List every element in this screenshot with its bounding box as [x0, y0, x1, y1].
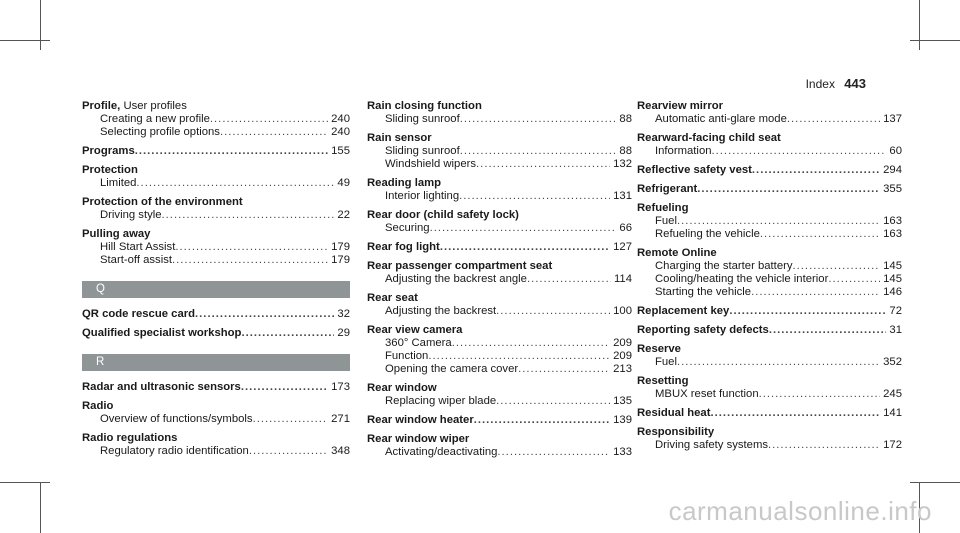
- index-entry: [82, 400, 350, 426]
- entry-title: Qualified specialist workshop: [82, 327, 242, 339]
- entry-title-suffix: User profiles: [123, 100, 187, 112]
- sub-entry-text: Hill Start Assist: [100, 241, 176, 253]
- page-ref: 29: [337, 327, 350, 339]
- index-entry-row[interactable]: [637, 183, 902, 196]
- index-entry-row[interactable]: [82, 327, 350, 340]
- leader-dots: [697, 183, 880, 196]
- leader-dots: [135, 145, 328, 158]
- sub-entry-text: Charging the starter battery: [655, 260, 793, 272]
- sub-entry-row[interactable]: [637, 439, 902, 452]
- index-entry: [637, 183, 902, 196]
- page-ref: 137: [883, 113, 902, 125]
- sub-entry-text: Replacing wiper blade: [385, 395, 497, 407]
- index-entry: [82, 228, 350, 267]
- sub-entry-text: Function: [385, 350, 429, 362]
- leader-dots: [430, 222, 617, 235]
- sub-entry-text: Adjusting the backrest angle: [385, 273, 527, 285]
- group-r: [82, 381, 350, 458]
- entry-title-text: Protection of the environment: [82, 196, 243, 208]
- sub-entry-text: Sliding sunroof: [385, 145, 460, 157]
- page-ref: 127: [613, 241, 632, 253]
- page-ref: 88: [619, 145, 632, 157]
- page-ref: 209: [613, 350, 632, 362]
- index-entry: [367, 324, 632, 376]
- crop-mark: [40, 0, 41, 50]
- index-entry-row[interactable]: [637, 324, 902, 337]
- index-entry: [367, 209, 632, 235]
- leader-dots: [768, 439, 880, 452]
- leader-dots: [793, 260, 881, 273]
- index-entry: [367, 100, 632, 126]
- entry-title: [367, 132, 632, 145]
- leader-dots: [518, 363, 610, 376]
- index-entry-row[interactable]: [82, 381, 350, 394]
- leader-dots: [759, 388, 881, 401]
- sub-entry-text: Information: [655, 145, 712, 157]
- sub-entry-row[interactable]: [637, 228, 902, 241]
- sub-entry-text: Creating a new profile: [100, 113, 210, 125]
- entry-title: [637, 426, 902, 439]
- sub-entry-row[interactable]: [367, 113, 632, 126]
- leader-dots: [769, 324, 887, 337]
- page-ref: 348: [331, 445, 350, 457]
- sub-entry-text: Limited: [100, 177, 137, 189]
- index-entry-row[interactable]: [367, 241, 632, 254]
- page-ref: 355: [883, 183, 902, 195]
- leader-dots: [195, 308, 334, 321]
- index-entry-row[interactable]: [637, 407, 902, 420]
- crop-mark: [40, 483, 41, 533]
- page-ref: 31: [889, 324, 902, 336]
- index-entry-row[interactable]: [637, 305, 902, 318]
- index-entry: [637, 305, 902, 318]
- leader-dots: [729, 305, 886, 318]
- entry-title: [637, 343, 902, 356]
- sub-entry-text: Automatic anti-glare mode: [655, 113, 787, 125]
- leader-dots: [440, 241, 610, 254]
- page-ref: 172: [883, 439, 902, 451]
- page-ref: 72: [889, 305, 902, 317]
- page-ref: 49: [337, 177, 350, 189]
- sub-entry-text: Activating/deactivating: [385, 446, 498, 458]
- index-entry: [82, 308, 350, 321]
- index-entry: [637, 164, 902, 177]
- page-ref: 132: [613, 158, 632, 170]
- leader-dots: [220, 126, 328, 139]
- page-header: [806, 76, 866, 91]
- index-entry-row[interactable]: [82, 145, 350, 158]
- leader-dots: [476, 158, 610, 171]
- page-ref: 271: [331, 413, 350, 425]
- index-entry: [82, 145, 350, 158]
- page-ref: 155: [331, 145, 350, 157]
- page-ref: 245: [883, 388, 902, 400]
- page-ref: 213: [613, 363, 632, 375]
- page-ref: 22: [337, 209, 350, 221]
- sub-entry-row[interactable]: [637, 273, 902, 286]
- sub-entry-row[interactable]: [367, 395, 632, 408]
- sub-entry-text: Regulatory radio identification: [100, 445, 249, 457]
- page-ref: 141: [883, 407, 902, 419]
- leader-dots: [677, 356, 880, 369]
- entry-title-text: Rear passenger compartment seat: [367, 260, 553, 272]
- entry-title-text: Rear door (child safety lock): [367, 209, 519, 221]
- index-entry: [367, 260, 632, 286]
- sub-entry-text: Cooling/heating the vehicle interior: [655, 273, 829, 285]
- sub-entry-row[interactable]: [82, 177, 350, 190]
- sub-entry-row[interactable]: [82, 209, 350, 222]
- index-entry-row[interactable]: [82, 308, 350, 321]
- index-entry: [637, 426, 902, 452]
- watermark: carmanualsonline.info: [668, 496, 932, 526]
- entry-title: [367, 260, 632, 273]
- sub-entry-text: Adjusting the backrest: [385, 305, 497, 317]
- sub-entry-text: Fuel: [655, 215, 677, 227]
- leader-dots: [760, 228, 880, 241]
- entry-title-text: Rear view camera: [367, 324, 463, 336]
- header-label: Index: [805, 77, 835, 91]
- entry-title-text: Responsibility: [637, 426, 715, 438]
- entry-title-text: Rear seat: [367, 292, 418, 304]
- entry-title: Radar and ultrasonic sensors: [82, 381, 241, 393]
- crop-mark: [910, 40, 960, 41]
- crop-mark: [0, 40, 50, 41]
- entry-title: Rear window heater: [367, 414, 474, 426]
- sub-entry-row[interactable]: [637, 113, 902, 126]
- leader-dots: [172, 254, 328, 267]
- sub-entry-text: Starting the vehicle: [655, 286, 752, 298]
- entry-title: Replacement key: [637, 305, 730, 317]
- sub-entry-row[interactable]: [367, 363, 632, 376]
- index-entry: [367, 241, 632, 254]
- entry-title: Rear fog light: [367, 241, 440, 253]
- sub-entry-row[interactable]: [82, 241, 350, 254]
- group-r-2: [367, 100, 632, 459]
- entry-title: [367, 209, 632, 222]
- sub-entry-row[interactable]: [367, 145, 632, 158]
- leader-dots: [497, 446, 610, 459]
- leader-dots: [751, 286, 880, 299]
- index-entry: [367, 177, 632, 203]
- entry-title-text: Profile,: [82, 100, 121, 112]
- page-ref: 294: [883, 164, 902, 176]
- sub-entry-row[interactable]: [637, 356, 902, 369]
- entry-title-text: Refueling: [637, 202, 689, 214]
- index-entry: [367, 132, 632, 171]
- page-ref: 163: [883, 228, 902, 240]
- index-entry: [367, 292, 632, 318]
- index-entry: [637, 407, 902, 420]
- leader-dots: [527, 273, 611, 286]
- index-column-3: [637, 100, 902, 458]
- index-entry: [367, 433, 632, 459]
- index-entry: [367, 382, 632, 408]
- leader-dots: [175, 241, 328, 254]
- page-ref: 32: [337, 308, 350, 320]
- leader-dots: [460, 113, 617, 126]
- leader-dots: [474, 414, 610, 427]
- entry-title-text: Reading lamp: [367, 177, 442, 189]
- entry-title: [82, 400, 350, 413]
- index-entry: [82, 100, 350, 139]
- page-ref: 240: [331, 126, 350, 138]
- leader-dots: [253, 413, 329, 426]
- leader-dots: [162, 209, 335, 222]
- leader-dots: [210, 113, 328, 126]
- entry-title-text: Rain closing function: [367, 100, 482, 112]
- leader-dots: [710, 407, 880, 420]
- entry-title-text: Protection: [82, 164, 138, 176]
- entry-title: [367, 100, 632, 113]
- page-ref: 173: [331, 381, 350, 393]
- sub-entry-row[interactable]: [82, 445, 350, 458]
- page-ref: 179: [331, 254, 350, 266]
- sub-entry-row[interactable]: [367, 446, 632, 459]
- entry-title-text: Rearview mirror: [637, 100, 724, 112]
- page-ref: 139: [613, 414, 632, 426]
- sub-entry-text: Securing: [385, 222, 430, 234]
- page-ref: 88: [619, 113, 632, 125]
- page-ref: 131: [613, 190, 632, 202]
- entry-title: [82, 228, 350, 241]
- entry-title: [367, 177, 632, 190]
- entry-title-text: Resetting: [637, 375, 689, 387]
- sub-entry-text: Interior lighting: [385, 190, 460, 202]
- entry-title: [367, 324, 632, 337]
- entry-title-text: Rearward-facing child seat: [637, 132, 781, 144]
- sub-entry-text: Start-off assist: [100, 254, 172, 266]
- group-p: [82, 100, 350, 267]
- page-number: 443: [844, 76, 866, 91]
- entry-title-text: Reserve: [637, 343, 681, 355]
- leader-dots: [712, 145, 887, 158]
- group-q: [82, 308, 350, 340]
- index-entry: [82, 196, 350, 222]
- leader-dots: [787, 113, 880, 126]
- sub-entry-row[interactable]: [367, 190, 632, 203]
- sub-entry-text: Sliding sunroof: [385, 113, 460, 125]
- page-ref: 60: [889, 145, 902, 157]
- entry-title: [367, 382, 632, 395]
- page-ref: 240: [331, 113, 350, 125]
- sub-entry-row[interactable]: [82, 113, 350, 126]
- sub-entry-row[interactable]: [367, 305, 632, 318]
- entry-title-text: Radio: [82, 400, 114, 412]
- sub-entry-text: MBUX reset function: [655, 388, 759, 400]
- crop-mark: [0, 482, 50, 483]
- index-entry: [637, 202, 902, 241]
- index-entry-row[interactable]: [637, 164, 902, 177]
- sub-entry-text: Windshield wipers: [385, 158, 477, 170]
- page-ref: 179: [331, 241, 350, 253]
- entry-title: Reporting safety defects: [637, 324, 769, 336]
- sub-entry-row[interactable]: [637, 388, 902, 401]
- page-ref: 66: [619, 222, 632, 234]
- entry-title-text: Remote Online: [637, 247, 717, 259]
- leader-dots: [428, 350, 610, 363]
- entry-title: Residual heat: [637, 407, 711, 419]
- sub-entry-row[interactable]: [367, 350, 632, 363]
- leader-dots: [496, 395, 610, 408]
- sub-entry-row[interactable]: [637, 260, 902, 273]
- entry-title: Reflective safety vest: [637, 164, 752, 176]
- index-entry: [637, 343, 902, 369]
- sub-entry-row[interactable]: [82, 254, 350, 267]
- entry-title: [82, 432, 350, 445]
- sub-entry-row[interactable]: [82, 126, 350, 139]
- page-ref: 133: [613, 446, 632, 458]
- page-ref: 209: [613, 337, 632, 349]
- entry-title: [637, 202, 902, 215]
- page-ref: 163: [883, 215, 902, 227]
- entry-title: [367, 292, 632, 305]
- leader-dots: [460, 145, 617, 158]
- leader-dots: [241, 327, 334, 340]
- crop-mark: [919, 0, 920, 50]
- entry-title: [637, 132, 902, 145]
- index-entry: [637, 132, 902, 158]
- leader-dots: [459, 190, 610, 203]
- index-entry: [82, 381, 350, 394]
- leader-dots: [241, 381, 328, 394]
- entry-title: [82, 196, 350, 209]
- page-ref: 100: [613, 305, 632, 317]
- sub-entry-row[interactable]: [82, 413, 350, 426]
- page-ref: 352: [883, 356, 902, 368]
- entry-title: [367, 433, 632, 446]
- index-column-2: [367, 100, 632, 465]
- entry-title: [82, 164, 350, 177]
- sub-entry-text: Opening the camera cover: [385, 363, 519, 375]
- entry-title: Programs: [82, 145, 135, 157]
- sub-entry-text: 360° Camera: [385, 337, 452, 349]
- index-column-1: [82, 100, 350, 464]
- entry-title: [637, 247, 902, 260]
- index-entry: [82, 164, 350, 190]
- page-ref: 146: [883, 286, 902, 298]
- entry-title: [637, 100, 902, 113]
- page-ref: 145: [883, 273, 902, 285]
- leader-dots: [249, 445, 328, 458]
- sub-entry-text: Driving style: [100, 209, 162, 221]
- entry-title-text: Rain sensor: [367, 132, 432, 144]
- entry-title-text: Rear window wiper: [367, 433, 470, 445]
- index-entry: [637, 247, 902, 299]
- letter-divider-q: Q: [82, 281, 350, 298]
- index-entry: [637, 324, 902, 337]
- entry-title: [637, 375, 902, 388]
- sub-entry-row[interactable]: [367, 337, 632, 350]
- entry-title-text: Radio regulations: [82, 432, 178, 444]
- entry-title-text: Pulling away: [82, 228, 151, 240]
- entry-title: [82, 100, 350, 113]
- sub-entry-text: Overview of functions/symbols: [100, 413, 253, 425]
- letter-divider-r: R: [82, 354, 350, 371]
- entry-title-text: Rear window: [367, 382, 437, 394]
- sub-entry-text: Refueling the vehicle: [655, 228, 760, 240]
- crop-mark: [910, 482, 960, 483]
- entry-title: QR code rescue card: [82, 308, 196, 320]
- index-entry-row[interactable]: [367, 414, 632, 427]
- index-entry: [82, 432, 350, 458]
- sub-entry-row[interactable]: [637, 215, 902, 228]
- leader-dots: [677, 215, 880, 228]
- sub-entry-text: Fuel: [655, 356, 677, 368]
- index-entry: [637, 375, 902, 401]
- sub-entry-row[interactable]: [367, 273, 632, 286]
- leader-dots: [752, 164, 880, 177]
- page-ref: 145: [883, 260, 902, 272]
- sub-entry-text: Selecting profile options: [100, 126, 220, 138]
- sub-entry-row[interactable]: [367, 222, 632, 235]
- sub-entry-row[interactable]: [637, 145, 902, 158]
- leader-dots: [136, 177, 334, 190]
- page-ref: 114: [613, 273, 632, 285]
- leader-dots: [496, 305, 610, 318]
- index-entry: [367, 414, 632, 427]
- entry-title: Refrigerant: [637, 183, 698, 195]
- sub-entry-row[interactable]: [637, 286, 902, 299]
- leader-dots: [828, 273, 880, 286]
- index-entry: [637, 100, 902, 126]
- leader-dots: [452, 337, 610, 350]
- index-entry: [82, 327, 350, 340]
- sub-entry-text: Driving safety systems: [655, 439, 768, 451]
- sub-entry-row[interactable]: [367, 158, 632, 171]
- group-r-3: [637, 100, 902, 452]
- page-ref: 135: [613, 395, 632, 407]
